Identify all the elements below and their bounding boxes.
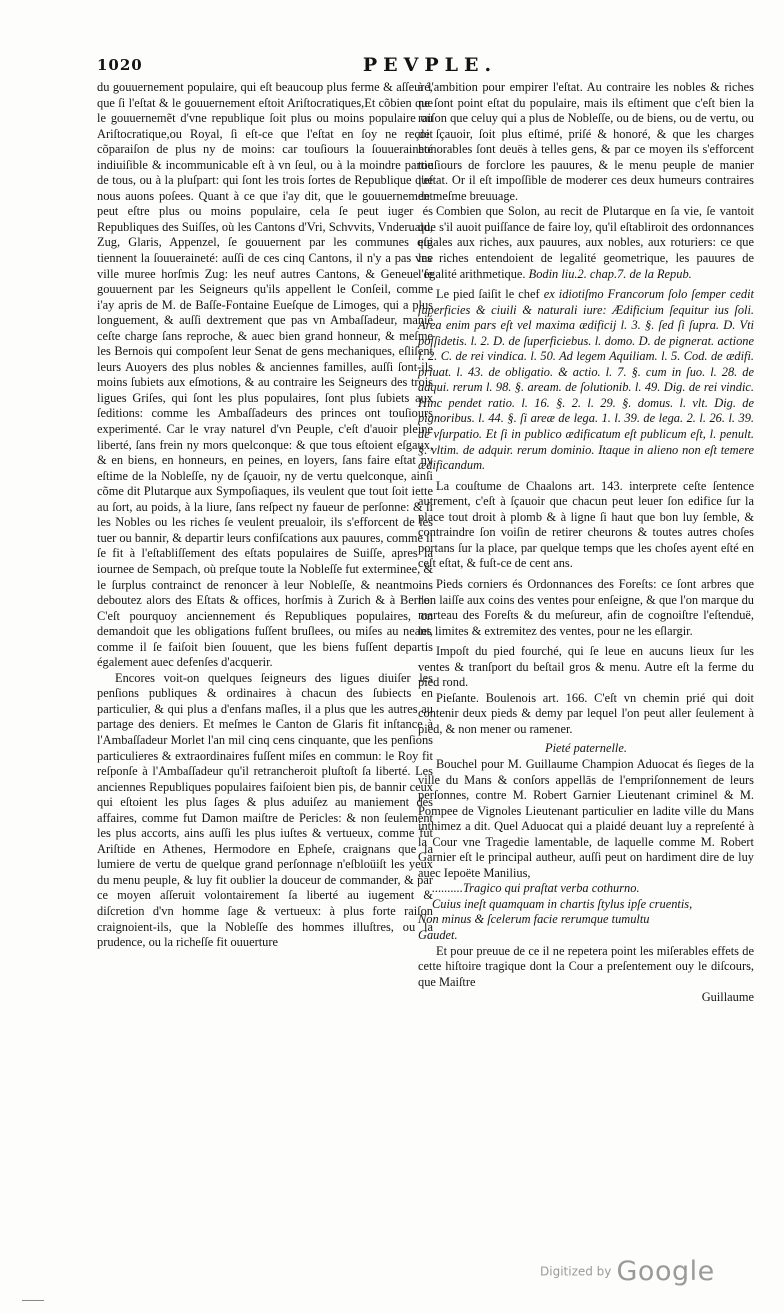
verse-line-1: ..........Tragico qui praſtat verba cothurno. <box>432 881 640 896</box>
right-paragraph-8: Bouchel pour M. Guillaume Champion Aduocat és ſieges de la ville du Mans & conſors appellās de l'empriſonnement de leurs perſonnes, contre M. Robert Garnier Lieutenant criminel & M. Pompee de Vignoles Lieutenant particulier en ladite ville du Mans inthimez a dit. Quel Aduocat qui a plaidé deuant luy a repreſenté à la Cour vne Tragedie lamentable, de laquelle comme M. Robert Garnier eſt le principal autheur, auſſi peut on hardiment dire de luy auec Iepoëte Manilius, <box>418 756 754 880</box>
right-paragraph-4: La couſtume de Chaalons art. 143. interprete ceſte ſentence autrement, c'eſt à ſçauoir que chacun peut leuer ſon edifice ſur la place tout droit à plomb & à ligne ſi haut que bon luy ſemble, & contraindre ſon voiſin de retirer cheurons & toutes autres choſes portans ſur la place, par quelque temps que les choſes ayent eſté en ceſt eſtat, & fuſt-ce de cent ans. <box>418 478 754 571</box>
left-column <box>97 80 433 951</box>
scan-edge-mark <box>22 1300 44 1301</box>
right-column <box>418 80 754 1006</box>
running-head: PEVPLE. <box>362 54 498 76</box>
digitized-by-label: Digitized by <box>540 1264 612 1279</box>
verse-line-3: Non minus & ſcelerum facie rerumque tumultu <box>418 912 650 927</box>
right-paragraph-5: Pieds corniers és Ordonnances des Foreſts: ce ſont arbres que l'on laiſſe aux coins des ventes pour enſeigne, & que l'on marque du marteau des Foreſts & du meſureur, afin de cognoiſtre l'eſtenduë, les limites & extremitez des ventes, pour ne les eſlargir. <box>418 576 754 638</box>
bodin-citation: Bodin liu.2. chap.7. de la Repub. <box>528 266 692 281</box>
solon-text: Combien que Solon, au recit de Plutarque en ſa vie, ſe vantoit que s'il auoit puiſſance de faire loy, qu'il eſtabliroit des ordonnances eſgales aux riches, aux pauures, aux nobles, aux roturiers: ce que les riches entendoient de legalité geometrique, les pauures de l'egalité arithmetique. <box>418 204 754 281</box>
verse-line-2: Cuius ineſt quamquam in chartis ſtylus ipſe cruentis, <box>432 896 693 911</box>
right-paragraph-2 <box>418 204 754 282</box>
pied-saisit-text: Le pied ſaiſit le chef <box>436 287 540 302</box>
left-paragraph-2: Encores voit-on quelques ſeigneurs des ligues diuiſer les penſions publiques & ordinaires à chacun des ſubiects en particulier, & qui plus a d'enfans maſles, il a plus que les autres au partage des deniers. Et meſmes le Canton de Glaris fit inſtance à l'Ambaſſadeur Morlet l'an mil cinq cens cinquante, que les penſions particulieres & extraordinaires fuſſent miſes en commun: le Roy fit reſponſe à l'Ambaſſadeur qu'il retrancheroit pluſtoſt ſa liberté. Les anciennes Republiques populaires faiſoient bien pis, de bannir ceux qui eſtoient les plus ſages & plus aduiſez au maniement des affaires, comme fut Damon maiſtre de Pericles: & non ſeulement les plus accorts, ains auſſi les plus iuſtes & vertueux, comme fut Ariſtide en Athenes, Hermodore en Epheſe, craignans que la lumiere de vertu de quelque grand perſonnage n'eſbloüiſt les yeux du menu peuple, & luy fit oublier la douceur de commander, & par ce moyen aſſeruit volontairement ſa liberté au iugement & diſcretion d'vn homme ſage & vertueux: à plus forte raiſon craignoient-ils, que la Nobleſſe des hommes illuſtres, ou la prudence, ou la richeſſe fit ouuerture <box>97 670 433 950</box>
google-logo: Google <box>616 1256 715 1287</box>
catchword: Guillaume <box>701 990 754 1005</box>
right-paragraph-3 <box>418 287 754 474</box>
verse-line-4: Gaudet. <box>418 927 458 942</box>
google-watermark <box>540 1256 715 1287</box>
latin-citation: ex idiotiſmo Francorum ſolo ſemper cedit ſuperficies & ciuili & naturali iure: Ædificium ſequitur ius ſoli. Area enim pars eſt vel maxima ædificij l. 3. §. ſed ſi ſupra. D. Vti poſſidetis. l. 2. D. de ſuperficiebus. l. domo. D. de pignerat. actione l. 2. C. de rei vindica. l. 50. Ad legem Aquiliam. l. 5. Cod. de ædifi. priuat. l. 43. de obligatio. & actio. l. 7. §. cum in ſuo. l. 28. de adqui. rerum l. 98. §. aream. de ſolutionib. l. 49. Dig. de rei vindic. Hinc pendet ratio. l. 16. §. 2. l. 29. §. domus. l. vlt. Dig. de pignoribus. l. 44. §. ſi areæ de lega. 1. l. 39. de lega. 2. l. 26. l. 39. de vſurpatio. Et ſi in publico ædificatum eſt publicum eſt, l. penult. §. vltim. de adquir. rerum dominio. Itaque in alieno non eſt temere ædificandum. <box>418 287 754 473</box>
section-heading: Pieté paternelle. <box>545 741 627 756</box>
right-paragraph-9: Et pour preuue de ce il ne repetera point les miſerables effets de cette hiſtoire tragique dont la Cour a preſentement ouy le diſcours, que Maiſtre <box>418 943 754 989</box>
page-number: 1020 <box>97 56 143 74</box>
right-paragraph-1: à l'ambition pour empirer l'eſtat. Au contraire les nobles & riches ne ſont point eſtat du populaire, mais ils eſtiment que c'eſt bien la raiſon que celuy qui a plus de Nobleſſe, ou de biens, ou de vertu, ou de ſçauoir, ſoit plus eſtimé, priſé & honoré, & que les charges honorables ſont deuës à telles gens, & par ce moyen ils s'efforcent touſiours de forclore les pauures, & le menu peuple de manier l'eſtat. Or il eſt impoſſible de moderer ces deux humeurs contraires de meſme breuuage. <box>418 80 754 203</box>
right-paragraph-7: Pieſante. Boulenois art. 166. C'eſt vn chemin prié qui doit contenir deux pieds & demy par lequel l'on peut aller ſeulement à pied, & non mener ou ramener. <box>418 690 754 736</box>
right-paragraph-6: Impoſt du pied fourché, qui ſe leue en aucuns lieux ſur les ventes & tranſport du beſtail gros & menu. Autre eſt la ferme du pied rond. <box>418 644 754 690</box>
left-paragraph-1: du gouuernement populaire, qui eſt beaucoup plus ferme & aſſeuré, que ſi l'eſtat & le gouuernement eſtoit Ariſtocratiques,Et cõbien que le gouuernemẽt d'vne republique ſoit plus ou moins populaire ou Ariſtocratique,ou Royal, ſi eſt-ce que l'eſtat en ſoy ne reçoit cõparaiſon de plus ny de moins: car touſiours la ſouueraineté indiuiſible & incommunicable eſt à vn ſeul, ou à la moindre partie de tous, ou à la pluſpart: qui ſont les trois ſortes de Republique que nous auons poſees. Quant à ce que i'ay dit, que le gouuernement peut eſtre plus ou moins populaire, cela ſe peut iuger és Republiques des Suiſſes, où les Cantons d'Vri, Schvvits, Vnderuald, Zug, Glaris, Appenzel, ſe gouuernent par les communes qui tiennent la ſouueraineté: auſſi de ces cinq Cantons, il n'y a pas vne ville muree horſmis Zug: les neuf autres Cantons, & Geneue ſe gouuernent par les Seigneurs qu'ils appellent le Conſeil, comme i'ay apris de M. de Baſſe-Fontaine Eueſque de Limoges, qui a plus longuement, & auſſi dextrement que pas vn Ambaſſadeur, manié ceſte charge ſans reproche, & auec bien grand honneur, & meſme les Bernois qui compoſent leur Senat de gens mechaniques, eſliſent leurs Auoyers des plus nobles & anciennes familles, auſſi ſont-ils moins ſubiets aux eſmotions, & au contraire les Seigneurs des trois ligues Griſes, qui ſont les plus populaires, ſont plus ſubiets aux ſeditions: comme les Ambaſſadeurs des princes ont touſiours experimenté. Car le vray naturel d'vn Peuple, c'eſt d'auoir pleine liberté, ſans frein ny mors quelconque: & que tous eſtoient eſgaux, & en biens, en honneurs, en peines, en loyers, ſans faire eſtat ny eſtime de la Nobleſſe, ny de ſçauoir, ny de vertu quelconque, ainſi cõme dit Plutarque aux Sympoſiaques, ils veulent que tout ſoit iette au ſort, au poids, à la liure, ſans reſpect ny faueur de perſonne: & ſi les Nobles ou les riches ſe veulent preualoir, ils s'efforcent de les tuer ou bannir, & departir leurs confiſcations aux pauures, comme il ſe fit à l'eſtabliſſement des eſtats populaires de Suiſſe, apres la iournee de Sempach, où preſque toute la Nobleſſe fut exterminee, & le ſurplus contrainct de renoncer à leur Nobleſſe, & neantmoins deboutez alors des Eſtats & offices, horſmis à Zurich & à Berne: C'eſt pourquoy anciennement és Republiques populaires, on demandoit que les obligations fuſſent bruſlees, ou miſes au neant, comme il ſe faiſoit bien ſouuent, que les biens fuſſent departis également auec defenſes d'acquerir. <box>97 80 434 670</box>
